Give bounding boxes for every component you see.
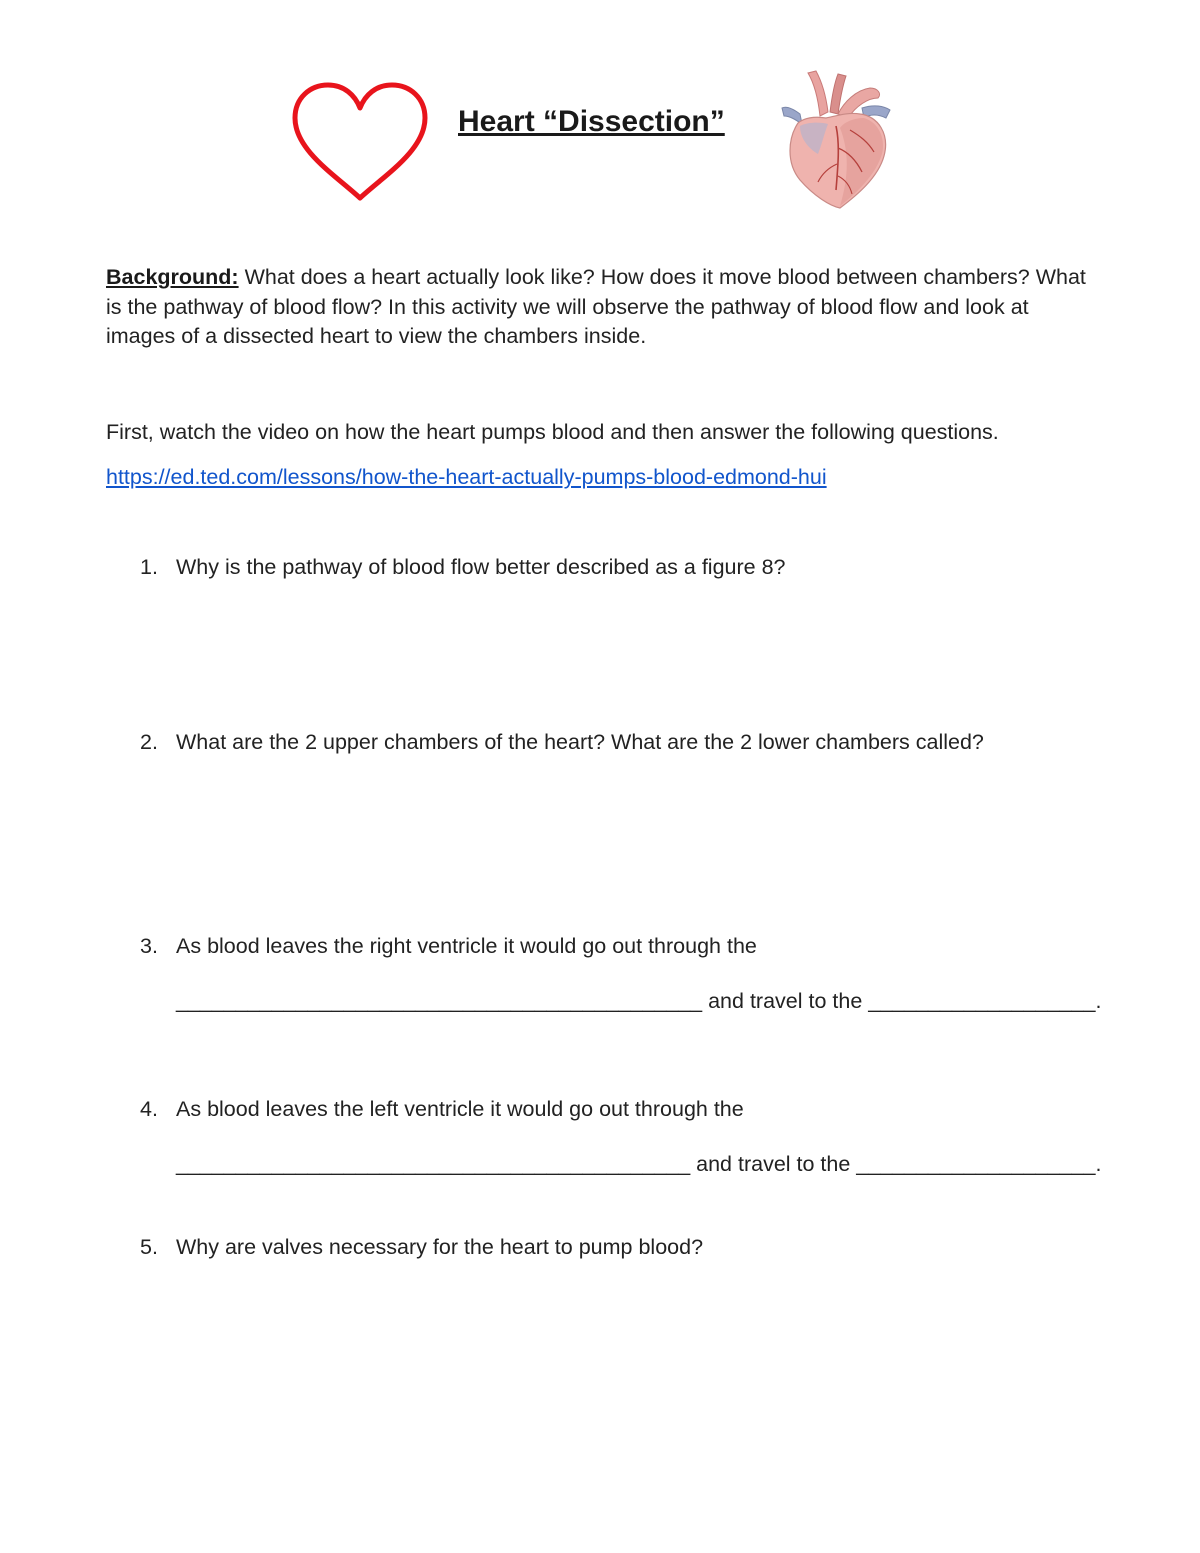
question-text: What are the 2 upper chambers of the heart? What are the 2 lower chambers called? <box>176 730 984 754</box>
question-4 <box>140 1097 744 1122</box>
question-text: As blood leaves the right ventricle it would go out through the <box>176 934 757 958</box>
question-number: 4. <box>140 1097 158 1121</box>
question-4-blanks[interactable]: ___________________________________________ and travel to the ____________________. <box>176 1152 1102 1176</box>
question-2 <box>140 730 984 755</box>
anatomical-heart-icon <box>778 68 893 210</box>
question-number: 5. <box>140 1235 158 1259</box>
question-5 <box>140 1235 703 1260</box>
background-text: What does a heart actually look like? How does it move blood between chambers? What is the pathway of blood flow? In this activity we will observe the pathway of blood flow and look at images of a dissected heart to view the chambers inside. <box>106 265 1086 348</box>
page-title: Heart “Dissection” <box>458 105 725 138</box>
question-number: 2. <box>140 730 158 754</box>
question-text: Why is the pathway of blood flow better described as a figure 8? <box>176 555 786 579</box>
question-3 <box>140 934 757 959</box>
question-number: 3. <box>140 934 158 958</box>
heart-outline-icon <box>290 80 430 205</box>
background-label: Background: <box>106 265 239 289</box>
question-number: 1. <box>140 555 158 579</box>
question-text: As blood leaves the left ventricle it would go out through the <box>176 1097 744 1121</box>
video-link[interactable]: https://ed.ted.com/lessons/how-the-heart-actually-pumps-blood-edmond-hui <box>106 465 827 489</box>
background-paragraph <box>106 263 1096 352</box>
question-1 <box>140 555 786 580</box>
question-text: Why are valves necessary for the heart to pump blood? <box>176 1235 704 1259</box>
instructions-text: First, watch the video on how the heart pumps blood and then answer the following questions. <box>106 420 999 444</box>
question-3-blanks[interactable]: ____________________________________________ and travel to the ___________________. <box>176 989 1102 1013</box>
